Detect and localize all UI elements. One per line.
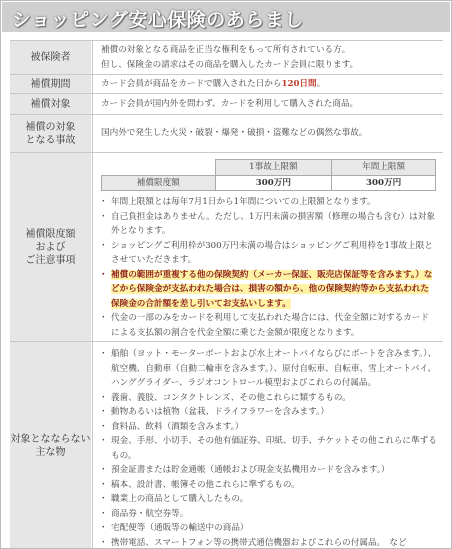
row-period [10, 74, 443, 93]
label-limits [10, 153, 91, 341]
note-partial-payment: ・ 代金の一部のみをカードを利用して支払われた場合には、代金全額に対するカードによる支払額の割合を代金全額に乗じた金額が限度となります。 [101, 311, 437, 340]
note-other-insurance-text: 補償の範囲が重複する他の保険契約（メーカー保証、販売店保証等を含みます。）などから保険金が支払われた場合は、損害の額から、他の保険契約等から支払われた保険金の合計額を差し引いてお支払いします。 [111, 269, 433, 309]
insured-text-2: 但し、保険金の請求はその商品を購入したカード会員に限ります。 [101, 59, 359, 70]
label-limits-line3: ご注意事項 [25, 254, 76, 266]
limit-value-per-accident: 300万円 [215, 175, 332, 191]
accident-text: 国内外で発生した火災・破裂・爆発・破損・盗難などの偶然な事故。 [101, 128, 368, 138]
label-accident-line2: となる事故 [25, 134, 76, 146]
excluded-item: ・ 現金、手形、小切手、その他有価証券、印紙、切手、チケットその他これらに準ずるもの。 [101, 434, 437, 463]
label-accident [10, 115, 91, 152]
excluded-item: ・ 食料品、飲料（酒類を含みます。） [101, 420, 437, 435]
excluded-item: ・ 稿本、設計書、帳簿その他これらに準ずるもの。 [101, 478, 437, 493]
value-limits [92, 153, 443, 341]
limit-table-corner [102, 160, 216, 176]
value-target [92, 94, 443, 114]
excluded-item: ・ 預金証書または貯金通帳（通帳および現金支払機用カードを含みます。） [101, 463, 437, 478]
label-target: 補償対象 [10, 94, 91, 114]
period-days: 120日間 [281, 79, 317, 89]
title-bar [2, 2, 450, 32]
limit-col-annual: 年間上限額 [332, 160, 436, 176]
label-excluded-line2: 主な物 [35, 446, 66, 458]
note-deductible: ・ 自己負担金はありません。ただし、1万円未満の損害額（修理の場合も含む）は対象外となります。 [101, 210, 437, 239]
limit-table [101, 159, 436, 191]
row-accident [10, 114, 443, 152]
note-annual: ・ 年間上限額とは毎年7月1日から1年間についての上限額となります。 [101, 195, 437, 210]
excluded-item: ・ 動物あるいは植物（盆栽、ドライフラワーを含みます。） [101, 405, 437, 420]
row-limits [10, 152, 443, 341]
period-text: カード会員が商品をカードで購入された日から [101, 79, 282, 89]
label-limits-line1: 補償限度額 [25, 228, 76, 240]
excluded-item: ・ 宅配便等（通販等の輸送中の商品） [101, 521, 437, 536]
excluded-item: ・ 職業上の商品として購入したもの。 [101, 492, 437, 507]
label-accident-line1: 補償の対象 [25, 121, 76, 133]
note-credit-limit: ・ ショッピングご利用枠が300万円未満の場合はショッピングご利用枠を1事故上限とさせていただきます。 [101, 239, 437, 268]
label-excluded-line1: 対象となならない [10, 433, 91, 445]
insured-text-1: 補償の対象となる商品を正当な権利をもって所有されている方。 [101, 45, 351, 55]
limit-value-annual: 300万円 [332, 175, 436, 191]
label-limits-line2: および [35, 241, 66, 253]
value-period [92, 75, 443, 93]
limit-col-per-accident: 1事故上限額 [215, 160, 332, 176]
target-text: カード会員が国内外を問わず、カードを利用して購入された商品。 [101, 99, 359, 109]
label-insured: 被保険者 [10, 41, 91, 74]
value-accident [92, 115, 443, 152]
excluded-list [101, 347, 437, 549]
label-period: 補償期間 [10, 75, 91, 93]
excluded-item: ・ 商品券・航空券等。 [101, 507, 437, 522]
limit-notes [101, 195, 437, 340]
excluded-item: ・ 義歯、義肢、コンタクトレンズ、その他これらに類するもの。 [101, 391, 437, 406]
period-text-end: 。 [316, 79, 326, 89]
excluded-item: ・ 携帯電話、スマートフォン等の携帯式通信機器およびこれらの付属品。 など [101, 536, 437, 549]
row-target [10, 93, 443, 114]
row-insured [10, 40, 443, 74]
value-excluded [92, 342, 443, 549]
page-title: ショッピング安心保険のあらまし [12, 9, 304, 31]
row-excluded [10, 341, 443, 549]
value-insured [92, 41, 443, 74]
label-excluded [10, 342, 91, 549]
limit-row-label: 補償限度額 [102, 175, 216, 191]
excluded-item: ・ 船舶（ヨット・モーターボートおよび水上オートバイならびにボートを含みます。）、航空機、自動車（自動二輪車を含みます。）、原付自転車、自転車、雪上オートバイ、ハンググライダー、ラジオコントロール模型およびこれらの付属品。 [101, 347, 437, 391]
note-other-insurance [101, 268, 437, 312]
